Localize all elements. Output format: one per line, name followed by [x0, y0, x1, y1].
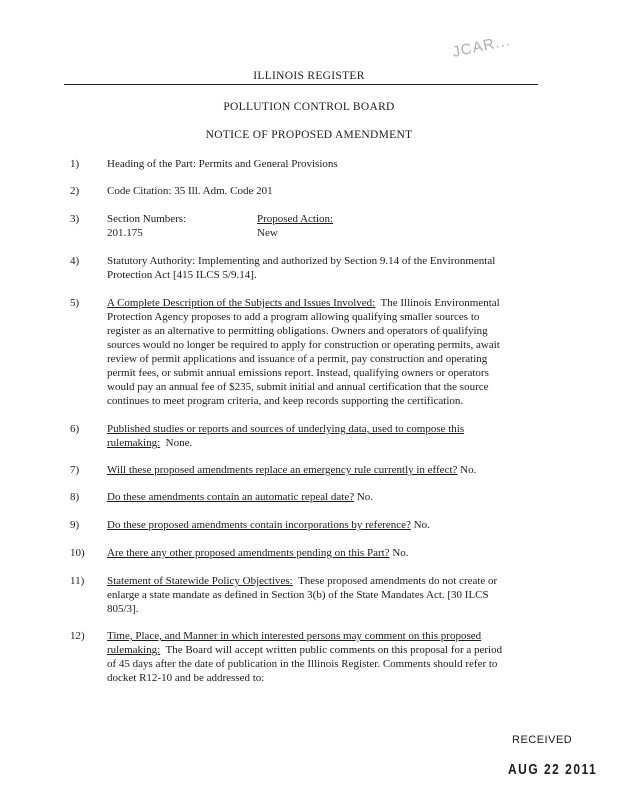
item-text: No.	[460, 464, 477, 476]
item-label: Code Citation:	[107, 185, 172, 197]
item-text: Permits and General Provisions	[198, 158, 338, 170]
item-number: 5)	[70, 297, 80, 309]
item-text: The Board will accept written public comments on this proposal for a period	[165, 644, 503, 656]
item-line: Statutory Authority: Implementing and authorized by Section 9.14 of the Environmental	[107, 255, 496, 267]
item-text: None.	[165, 437, 193, 449]
item-3	[70, 212, 550, 240]
item-label: Published studies or reports and sources of underlying data, used to compose this	[107, 423, 465, 435]
item-label: A Complete Description of the Subjects and Issues Involved:	[107, 297, 376, 309]
item-label: rulemaking:	[107, 644, 161, 656]
section-numbers-heading: Section Numbers:	[107, 213, 187, 225]
item-line: of 45 days after the date of publication in the Illinois Register. Comments should refer to	[107, 658, 498, 670]
item-line: review of permit applications and issuance of a permit, pay construction and operating	[107, 353, 488, 365]
item-line: permit fees, or submit annual emissions report. Instead, qualifying owners or operators	[107, 367, 489, 379]
received-stamp-date: AUG 22 2011	[508, 760, 598, 778]
item-number: 11)	[70, 575, 85, 587]
item-label: Do these amendments contain an automatic repeal date?	[107, 491, 355, 503]
board-title: POLLUTION CONTROL BOARD	[223, 101, 395, 113]
notice-title: NOTICE OF PROPOSED AMENDMENT	[205, 129, 413, 141]
item-text: The Illinois Environmental	[380, 297, 500, 309]
item-label: Are there any other proposed amendments pending on this Part?	[107, 547, 390, 559]
item-line: sources would no longer be required to apply for construction or operating permits, await	[107, 339, 500, 351]
proposed-action-heading: Proposed Action:	[257, 213, 334, 225]
item-label: Statement of Statewide Policy Objectives:	[107, 575, 293, 587]
stamp-top: JCAR...	[450, 32, 512, 61]
item-number: 1)	[70, 158, 80, 170]
item-text: 35 Ill. Adm. Code 201	[174, 185, 273, 197]
proposed-action-value: New	[257, 227, 278, 239]
received-stamp-label: RECEIVED	[512, 734, 573, 746]
item-text: No.	[356, 491, 374, 503]
item-text: These proposed amendments do not create or	[298, 575, 498, 587]
item-line: docket R12-10 and be addressed to:	[107, 672, 265, 684]
item-line: register as an alternative to permitting obligations. Owners and operators of qualifying	[107, 325, 488, 337]
item-number: 8)	[70, 491, 80, 503]
item-line: enlarge a state mandate as defined in Section 3(b) of the State Mandates Act. [30 ILCS	[107, 589, 489, 601]
register-title: ILLINOIS REGISTER	[253, 70, 365, 82]
item-line: continues to meet program criteria, and keep records supporting the certification.	[107, 395, 464, 407]
item-number: 3)	[70, 213, 80, 225]
item-label: Will these proposed amendments replace an emergency rule currently in effect?	[107, 464, 458, 476]
item-number: 12)	[70, 630, 85, 642]
item-label: rulemaking:	[107, 437, 161, 449]
item-label: Heading of the Part:	[107, 158, 196, 170]
item-line: would pay an annual fee of $235, submit initial and annual certification that the source	[107, 381, 489, 393]
item-text: No.	[392, 547, 409, 559]
item-number: 2)	[70, 185, 80, 197]
item-text: No.	[413, 519, 430, 531]
header-rule	[64, 84, 538, 85]
item-line: Protection Act [415 ILCS 5/9.14].	[107, 269, 257, 281]
item-number: 7)	[70, 464, 80, 476]
section-number-value: 201.175	[107, 227, 143, 239]
item-label: Time, Place, and Manner in which interested persons may comment on this proposed	[107, 630, 482, 642]
item-line: 805/3].	[107, 603, 139, 615]
item-label: Do these proposed amendments contain incorporations by reference?	[107, 519, 411, 531]
item-line: Protection Agency proposes to add a program allowing qualifying smaller sources to	[107, 311, 480, 323]
item-number: 9)	[70, 519, 80, 531]
item-number: 6)	[70, 423, 80, 435]
item-number: 4)	[70, 255, 80, 267]
item-number: 10)	[70, 547, 85, 559]
